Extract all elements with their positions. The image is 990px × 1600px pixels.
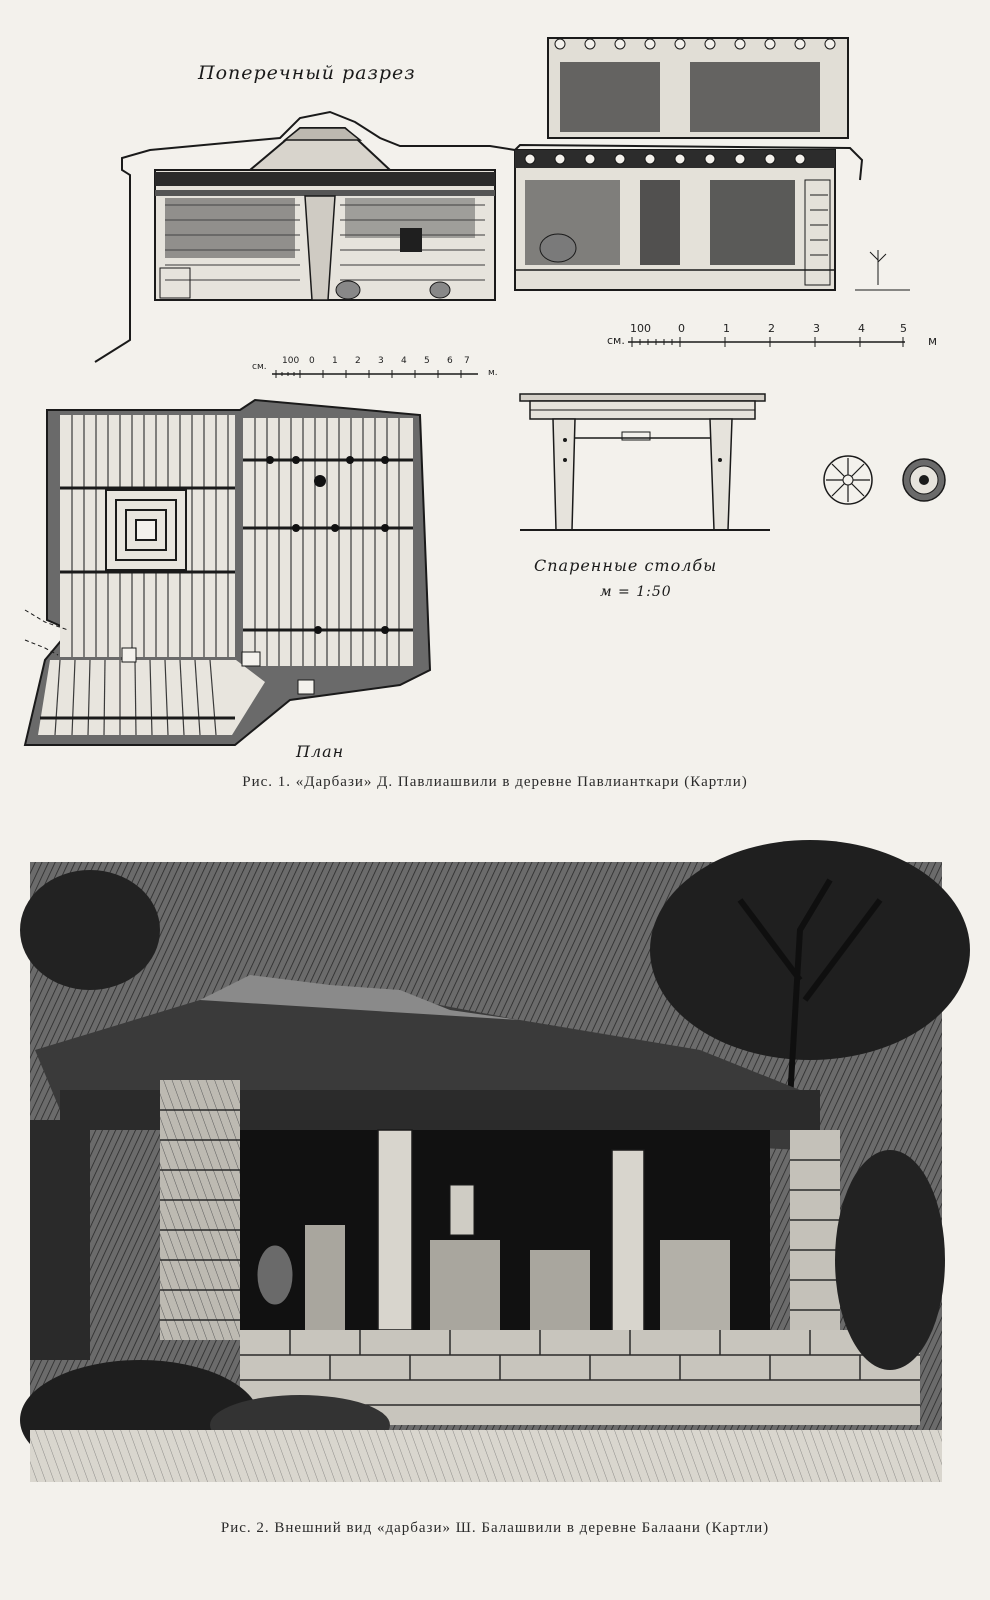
figure1-caption: Рис. 1. «Дарбази» Д. Павлиашвили в деревне Павлианткари (Картли): [242, 774, 748, 790]
scale-small-tick: 100: [282, 356, 300, 366]
figure2-caption: Рис. 2. Внешний вид «дарбази» Ш. Балашвили в деревне Балаани (Картли): [220, 1520, 770, 1536]
scale-small-tick: 0: [309, 356, 315, 366]
scale-large-prefix: см.: [607, 334, 625, 347]
scale-large-tick: 1: [723, 322, 730, 335]
scale-large-tick: 4: [858, 322, 865, 335]
section-title: Поперечный разрез: [198, 62, 416, 84]
scale-small-suffix: м.: [488, 368, 498, 378]
scale-small-tick: 1: [332, 356, 338, 366]
scale-large-tick: 2: [768, 322, 775, 335]
scale-small-tick: 2: [355, 356, 361, 366]
scale-small-tick: 5: [424, 356, 430, 366]
scale-large-tick: 100: [630, 322, 651, 335]
scale-large-suffix: м: [928, 334, 938, 348]
scale-small-prefix: см.: [252, 362, 267, 372]
scale-large-tick: 0: [678, 322, 685, 335]
plan-label: План: [296, 742, 345, 761]
scale-large-tick: 5: [900, 322, 907, 335]
scale-small-tick: 4: [401, 356, 407, 366]
scale-large-tick: 3: [813, 322, 820, 335]
scale-small-tick: 7: [464, 356, 470, 366]
scale-small-tick: 6: [447, 356, 453, 366]
scale-small-tick: 3: [378, 356, 384, 366]
paired-pillars-label: Спаренные столбы: [534, 556, 718, 575]
paired-pillars-scale: м = 1:50: [600, 584, 672, 600]
